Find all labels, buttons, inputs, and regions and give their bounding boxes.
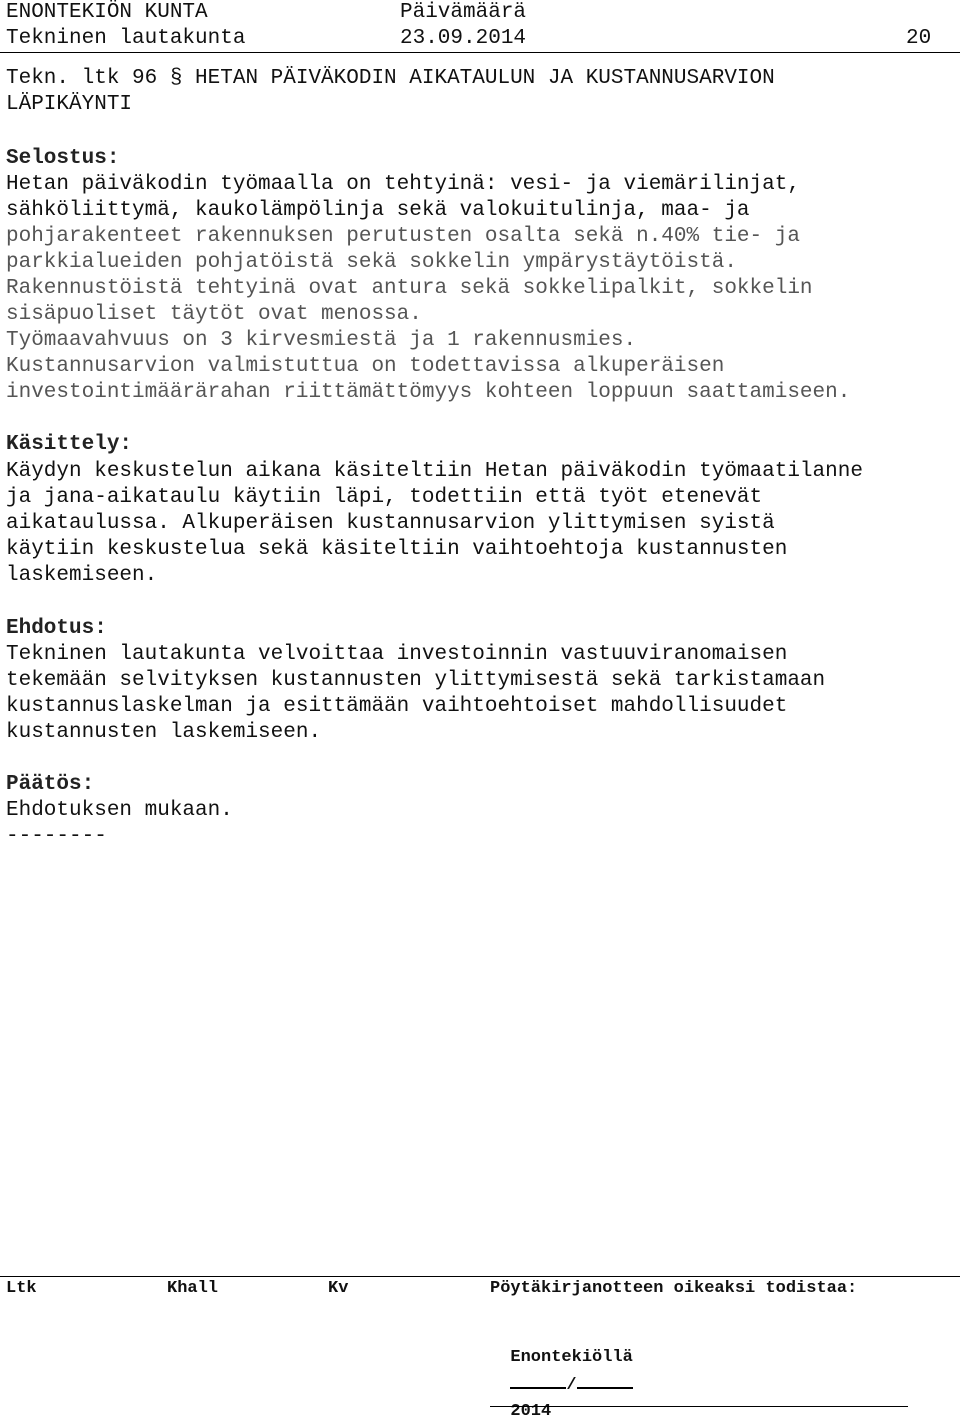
ehdotus-line: tekemään selvityksen kustannusten ylittymisestä sekä tarkistamaan (6, 669, 826, 692)
paatos-heading: Päätös: (6, 773, 95, 796)
selostus-line: Hetan päiväkodin työmaalla on tehtyinä: vesi- ja viemärilinjat, (6, 173, 800, 196)
selostus-line: sisäpuoliset täytöt ovat menossa. (6, 303, 422, 326)
selostus-line: Kustannusarvion valmistuttua on todettavissa alkuperäisen (6, 355, 725, 378)
section-title-line2: LÄPIKÄYNTI (6, 93, 133, 116)
footer-year: 2014 (510, 1402, 552, 1421)
paatos-separator: -------- (6, 825, 107, 848)
month-blank (577, 1371, 633, 1389)
footer-kv-label: Kv (328, 1279, 349, 1298)
footer-date-line (490, 1319, 633, 1425)
header-municipality: ENONTEKIÖN KUNTA (6, 1, 208, 24)
header-divider (0, 52, 960, 53)
paatos-text: Ehdotuksen mukaan. (6, 799, 233, 822)
ehdotus-heading: Ehdotus: (6, 617, 107, 640)
footer-certify-label: Pöytäkirjanotteen oikeaksi todistaa: (490, 1279, 858, 1298)
selostus-line: pohjarakenteet rakennuksen perutusten osalta sekä n.40% tie- ja (6, 225, 800, 248)
header-page-number: 20 (906, 27, 932, 50)
kasittely-line: Käydyn keskustelun aikana käsiteltiin Hetan päiväkodin työmaatilanne (6, 460, 863, 483)
ehdotus-line: kustannusten laskemiseen. (6, 721, 322, 744)
kasittely-line: käytiin keskustelua sekä käsiteltiin vaihtoehtoja kustannusten (6, 538, 788, 561)
header-date-label: Päivämäärä (400, 1, 527, 24)
kasittely-line: ja jana-aikataulu käytiin läpi, todettiin että työt etenevät (6, 486, 763, 509)
kasittely-line: aikataulussa. Alkuperäisen kustannusarvion ylittymisen syistä (6, 512, 775, 535)
selostus-heading: Selostus: (6, 147, 120, 170)
kasittely-heading: Käsittely: (6, 433, 133, 456)
section-title-line1: Tekn. ltk 96 § HETAN PÄIVÄKODIN AIKATAULUN JA KUSTANNUSARVION (6, 67, 775, 90)
selostus-line: parkkialueiden pohjatöistä sekä sokkelin ympärystäytöistä. (6, 251, 737, 274)
signature-line (490, 1406, 908, 1407)
selostus-line: investointimäärärahan riittämättömyys kohteen loppuun saattamiseen. (6, 381, 851, 404)
selostus-line: Rakennustöistä tehtyinä ovat antura sekä sokkelipalkit, sokkelin (6, 277, 813, 300)
header-date: 23.09.2014 (400, 27, 527, 50)
header-board: Tekninen lautakunta (6, 27, 246, 50)
footer-ltk-label: Ltk (6, 1279, 37, 1298)
ehdotus-line: Tekninen lautakunta velvoittaa investoinnin vastuuviranomaisen (6, 643, 788, 666)
selostus-line: Työmaavahvuus on 3 kirvesmiestä ja 1 rakennusmies. (6, 329, 637, 352)
footer-slash: / (566, 1376, 577, 1395)
kasittely-line: laskemiseen. (6, 564, 158, 587)
footer-khall-label: Khall (167, 1279, 219, 1298)
ehdotus-line: kustannuslaskelman ja esittämään vaihtoehtoiset mahdollisuudet (6, 695, 788, 718)
footer-place: Enontekiöllä (510, 1348, 633, 1367)
day-blank (510, 1371, 566, 1389)
selostus-line: sähköliittymä, kaukolämpölinja sekä valokuitulinja, maa- ja (6, 199, 750, 222)
